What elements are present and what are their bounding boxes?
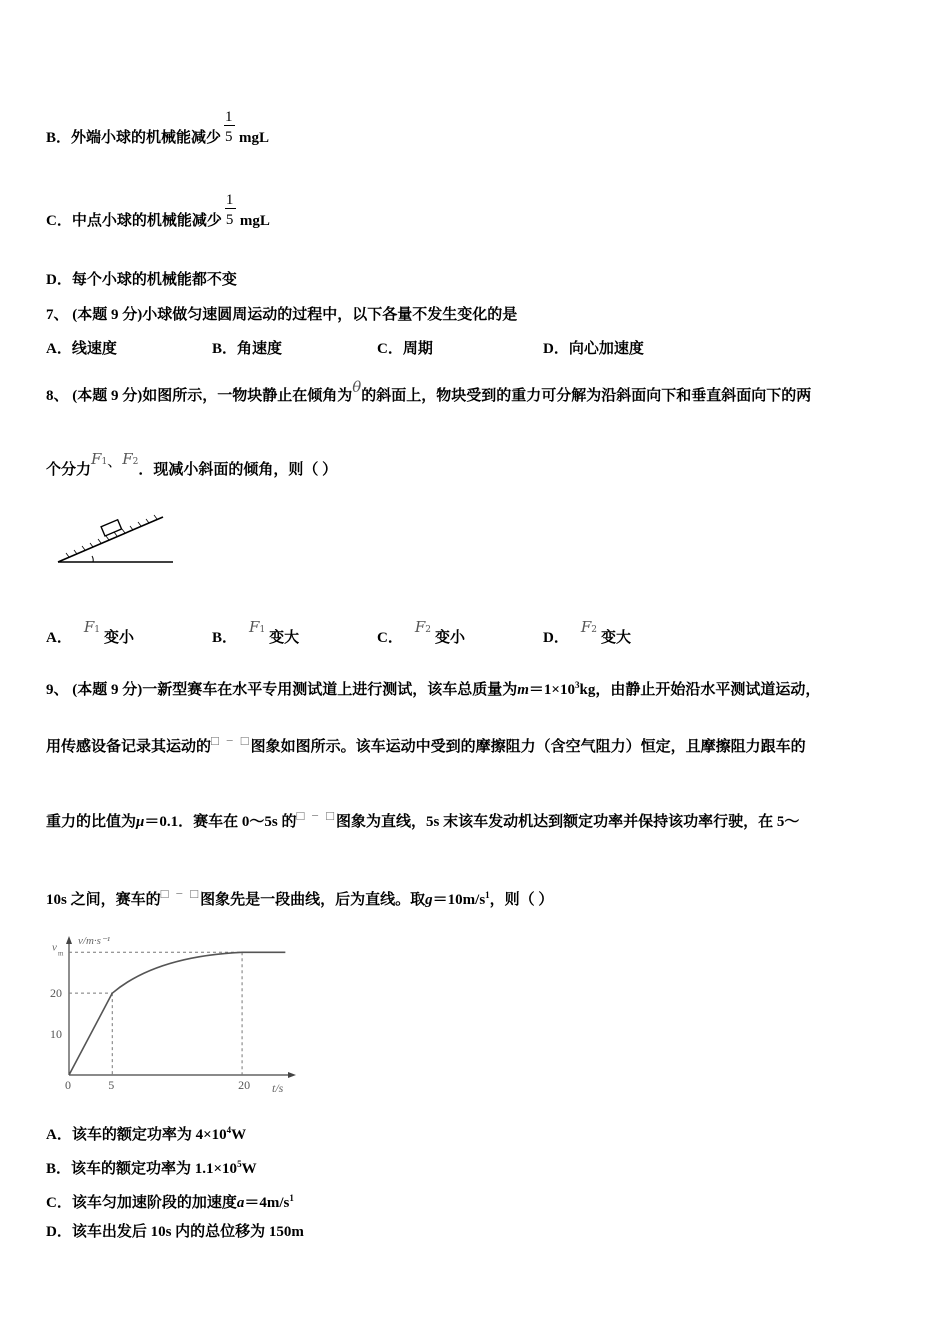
q8-option-a: A．F1 变小 [46,618,135,646]
q7-stem: 7、 (本题 9 分)小球做匀速圆周运动的过程中，以下各量不发生变化的是 [46,307,518,323]
q9-option-d: D．该车出发后 10s 内的总位移为 150m [46,1224,304,1240]
q9-stem-line2: 用传感设备记录其运动的□ − □图象如图所示。该车运动中受到的摩擦阻力（含空气阻力）恒定，且摩擦阻力跟车的 [46,733,806,755]
fraction: $\frac{1}{5}$ [224,212,238,232]
q8-stem-line1: 8、 (本题 9 分)如图所示，一物块静止在倾角为θ的斜面上，物块受到的重力可分解为沿斜面向下和垂直斜面向下的两 [46,378,812,404]
q7-option-a: A．线速度 [46,341,117,357]
y-axis-arrow [66,936,72,944]
velocity-curve [69,952,285,1075]
y-tick-10: 10 [50,1027,62,1042]
x-tick-5: 5 [108,1078,115,1092]
q8-option-d: D．F2 变大 [543,618,632,646]
force-f2: F2 [122,450,139,468]
incline-figure [55,510,175,570]
x-axis-label: t/s [272,1081,284,1095]
y-axis-label: v/m·s⁻¹ [78,935,111,947]
q8-stem-line2: 个分力F1、F2．现减小斜面的倾角，则（ ） [46,450,338,478]
q7-option-c: C．周期 [377,341,433,357]
q9-option-b: B．该车的额定功率为 $1.1\times 10^5W$ [46,1159,257,1177]
q9-option-c: C．该车匀加速阶段的加速度$a=4m/s^1$ [46,1193,294,1211]
y-tick-20: 20 [50,986,62,1001]
q8-option-b: B．F1 变大 [212,618,300,646]
q6-option-b: B．外端小球的机械能减少 $\frac{1}{5}$ mgL [46,128,269,149]
image-placeholder: □ − □ [211,733,251,748]
image-placeholder: □ − □ [296,808,336,823]
slope-hatching [66,515,157,557]
x-tick-20: 20 [238,1078,251,1092]
force-f2: F2 [580,618,597,636]
q6-option-c: C．中点小球的机械能减少 $\frac{1}{5}$ mgL [46,211,270,232]
image-placeholder: □ − □ [160,886,201,901]
y-tick-vm: v [52,941,57,954]
q9-stem-line3: 重力的比值为μ＝0.1．赛车在 0～5s 的□ − □图象为直线，5s 末该车发动机达到额定功率并保持该功率行驶，在 5～ [46,808,800,830]
q8-option-c: C．F2 变小 [377,618,466,646]
force-f1: F1 [83,618,100,636]
q9-stem-line4: 10s 之间，赛车的□ − □图象先是一段曲线，后为直线。取$g=10m/s^1$，则（ ） [46,886,554,908]
force-f2: F2 [414,618,431,636]
q7-option-d: D．向心加速度 [543,341,644,357]
x-tick-0: 0 [65,1078,71,1092]
force-f1: F1 [91,450,108,468]
velocity-time-chart [40,930,300,1100]
q7-option-b: B．角速度 [212,341,283,357]
force-f1: F1 [249,618,266,636]
q6-option-d: D．每个小球的机械能都不变 [46,272,237,288]
q9-option-a: A．该车的额定功率为 $4\times 10^4W$ [46,1125,247,1143]
theta-symbol: θ [352,378,362,396]
block [101,520,121,536]
x-axis-arrow [288,1072,296,1078]
q9-stem-line1: 9、 (本题 9 分)一新型赛车在水平专用测试道上进行测试，该车总质量为$m=1\times 10^3kg$，由静止开始沿水平测试道运动， [46,680,821,698]
angle-arc [92,556,93,562]
y-tick-vm-sub: m [58,949,64,958]
fraction: $\frac{1}{5}$ [223,129,237,149]
